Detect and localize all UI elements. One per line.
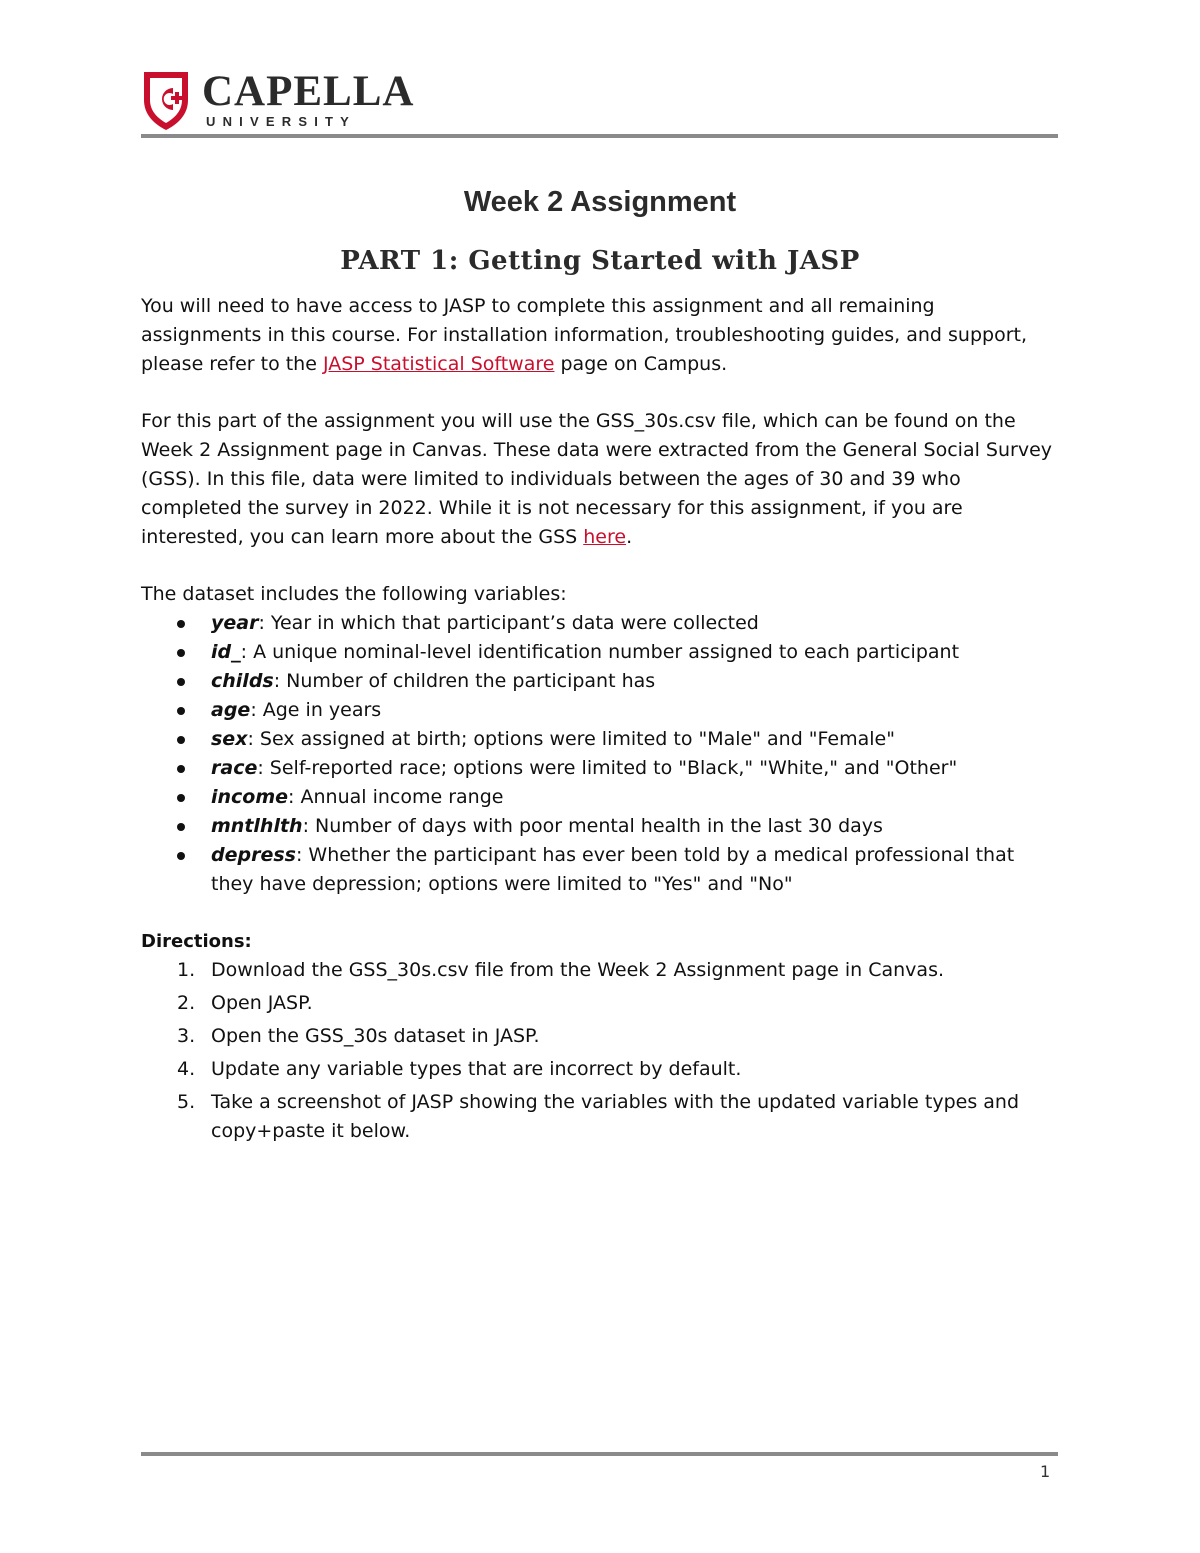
variable-name: income — [211, 786, 289, 808]
directions-list — [141, 956, 1061, 1146]
list-item — [141, 638, 1061, 667]
document-body — [141, 292, 1061, 1150]
list-item — [141, 989, 1061, 1018]
directions-heading: Directions: — [141, 931, 252, 952]
variable-name: age — [211, 699, 251, 721]
part-heading: PART 1: Getting Started with JASP — [340, 246, 860, 276]
list-item — [141, 609, 1061, 638]
intro-text-end: page on Campus. — [554, 353, 728, 375]
variable-desc: : Whether the participant has ever been told by a medical professional that they have depression; options were limited to "Yes" and "No" — [211, 844, 1015, 895]
variables-list — [141, 609, 1061, 899]
variable-desc: : Age in years — [250, 699, 382, 721]
variable-name: childs — [211, 670, 274, 692]
variable-desc: : Number of days with poor mental health in the last 30 days — [302, 815, 883, 837]
list-item — [141, 841, 1061, 899]
list-item — [141, 1055, 1061, 1084]
dataset-paragraph — [141, 407, 1061, 552]
gss-here-link[interactable]: here — [583, 526, 627, 548]
intro-paragraph — [141, 292, 1061, 379]
variable-desc: : Sex assigned at birth; options were limited to "Male" and "Female" — [247, 728, 895, 750]
logo-subtitle: UNIVERSITY — [206, 114, 357, 129]
footer-divider — [141, 1452, 1058, 1456]
step-text: Update any variable types that are incorrect by default. — [211, 1058, 742, 1080]
capella-logo — [140, 68, 440, 132]
variable-name: race — [211, 757, 258, 779]
page-title: Week 2 Assignment — [463, 186, 737, 218]
variable-desc: : Year in which that participant’s data were collected — [258, 612, 759, 634]
dataset-text: For this part of the assignment you will use the GSS_30s.csv file, which can be found on the Week 2 Assignment page in Canvas. These data were extracted from the General Social Survey (GSS). In this file, data were limited to individuals between the ages of 30 and 39 who completed the survey in 2022. While it is not necessary for this assignment, if you are interested, you can learn more about the GSS — [141, 410, 1052, 548]
step-text: Download the GSS_30s.csv file from the Week 2 Assignment page in Canvas. — [211, 959, 945, 981]
step-text: Open JASP. — [211, 992, 313, 1014]
variable-name: sex — [211, 728, 248, 750]
list-item — [141, 667, 1061, 696]
variable-name: depress — [211, 844, 296, 866]
variable-name: id_ — [211, 641, 241, 663]
step-number: 5. — [177, 1091, 196, 1113]
variable-desc: : A unique nominal-level identification number assigned to each participant — [240, 641, 960, 663]
logo-wordmark: CAPELLA — [202, 68, 415, 115]
variable-desc: : Self-reported race; options were limited to "Black," "White," and "Other" — [257, 757, 958, 779]
dataset-text-end: . — [626, 526, 633, 548]
list-item — [141, 956, 1061, 985]
list-item — [141, 725, 1061, 754]
jasp-software-link[interactable]: JASP Statistical Software — [322, 353, 555, 375]
intro-text: You will need to have access to JASP to complete this assignment and all remaining assignments in this course. For installation information, troubleshooting guides, and support, please refer to the — [141, 295, 1028, 375]
step-number: 4. — [177, 1058, 196, 1080]
list-item — [141, 1088, 1061, 1146]
list-item — [141, 1022, 1061, 1051]
list-item — [141, 754, 1061, 783]
step-text: Take a screenshot of JASP showing the variables with the updated variable types and copy+paste it below. — [211, 1091, 1020, 1142]
step-number: 1. — [177, 959, 196, 981]
variables-intro: The dataset includes the following variables: — [141, 583, 567, 605]
list-item — [141, 812, 1061, 841]
variable-name: mntlhlth — [211, 815, 303, 837]
list-item — [141, 696, 1061, 725]
variable-desc: : Annual income range — [288, 786, 504, 808]
variable-name: year — [211, 612, 259, 634]
step-text: Open the GSS_30s dataset in JASP. — [211, 1025, 540, 1047]
list-item — [141, 783, 1061, 812]
variable-desc: : Number of children the participant has — [273, 670, 656, 692]
step-number: 3. — [177, 1025, 196, 1047]
header-divider — [141, 134, 1058, 138]
page-number: 1 — [1040, 1462, 1051, 1481]
step-number: 2. — [177, 992, 196, 1014]
capella-shield-icon — [140, 70, 192, 132]
